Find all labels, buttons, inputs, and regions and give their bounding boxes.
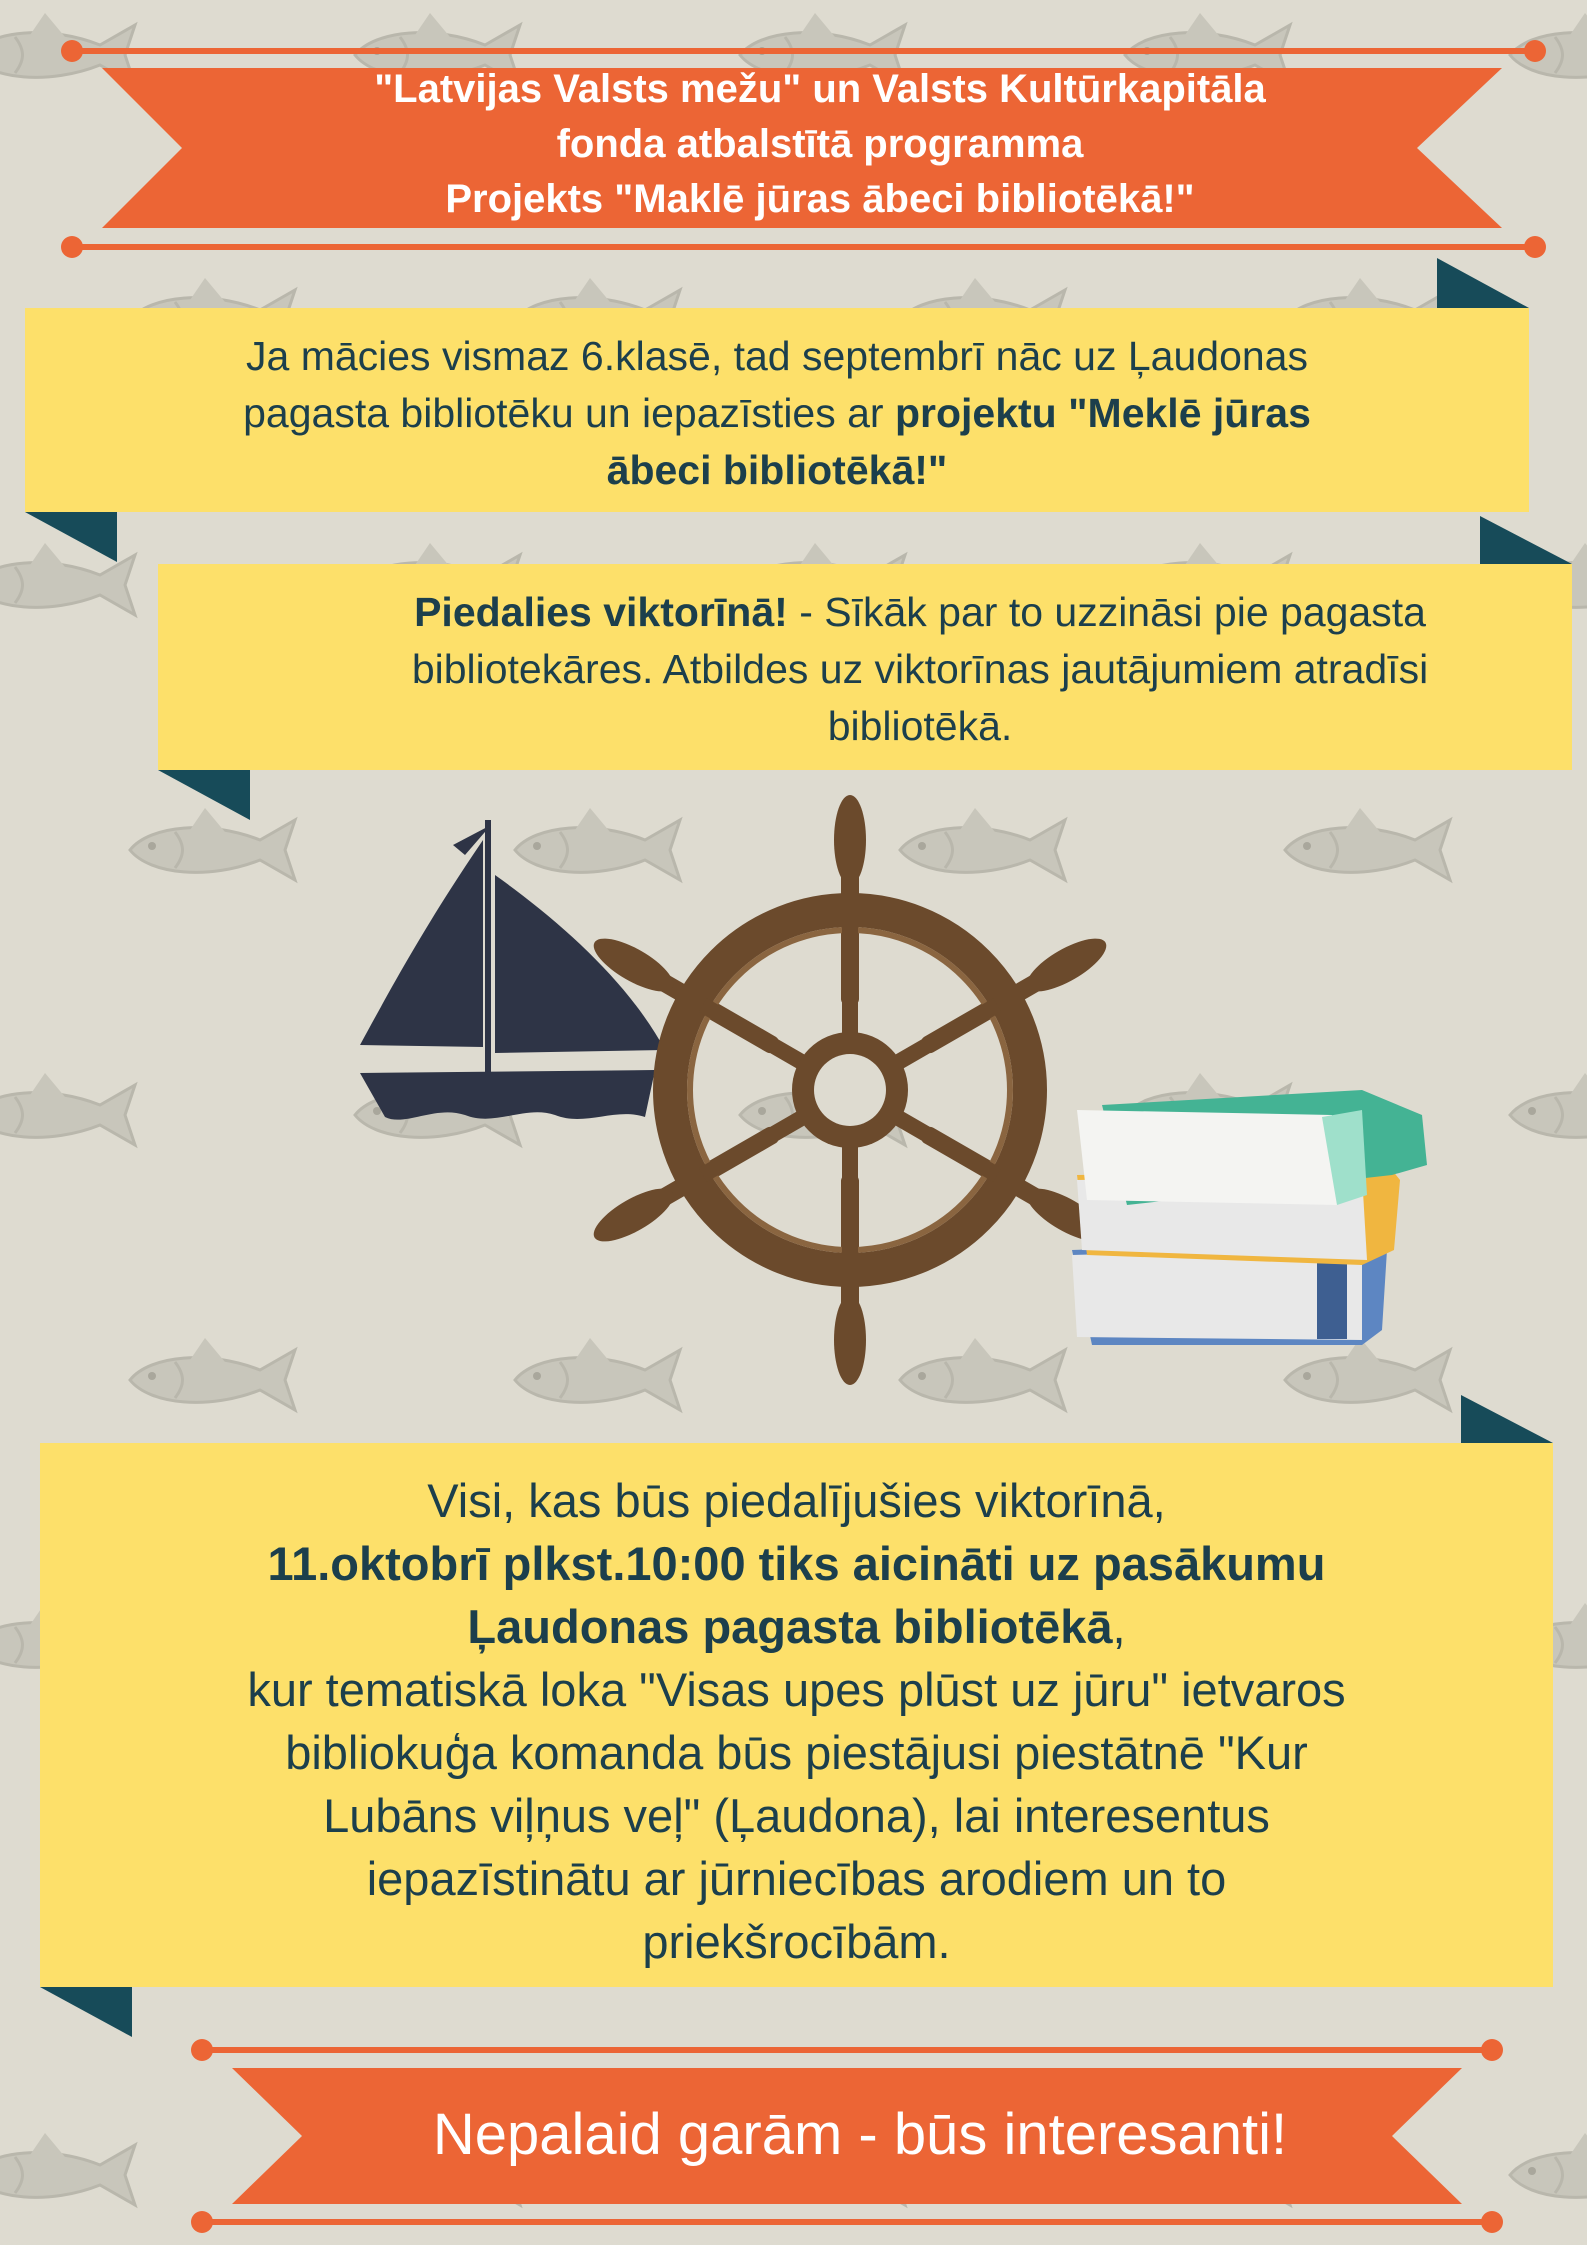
fish-icon <box>1510 2133 1587 2205</box>
panel3-line-4: kur tematiskā loka "Visas upes plūst uz jūru" ietvaros <box>247 1663 1346 1716</box>
panel-quiz <box>158 564 1572 770</box>
panel3-comma: , <box>1112 1600 1126 1653</box>
header-line-1: "Latvijas Valsts mežu" un Valsts Kultūrkapitāla <box>374 67 1266 111</box>
panel3-line-7: iepazīstinātu ar jūrniecības arodiem un to <box>366 1852 1227 1905</box>
panel2-line-1-text: - Sīkāk par to uzzināsi pie pagasta <box>787 589 1426 635</box>
panel3-event-date <box>40 1532 1553 1595</box>
fish-icon <box>0 2133 135 2205</box>
header-line-3: Projekts "Maklē jūras ābeci bibliotēkā!" <box>445 177 1195 221</box>
fish-icon <box>130 1338 295 1410</box>
panel2-quiz-heading: Piedalies viktorīnā! <box>414 589 788 635</box>
panel1-line-1: Ja mācies vismaz 6.klasē, tad septembrī nāc uz Ļaudonas <box>246 333 1308 379</box>
fish-icon <box>0 1073 135 1145</box>
panel-event <box>40 1443 1553 1987</box>
ship-wheel-icon <box>585 790 1115 1390</box>
panel3-fold-top <box>1461 1395 1553 1443</box>
panel3-event-place <box>40 1595 1553 1658</box>
panel1-fold-bottom <box>25 512 117 562</box>
panel1-line-2-text: pagasta bibliotēku un iepazīsties ar <box>243 390 884 436</box>
footer-top-line <box>202 2047 1492 2053</box>
panel3-event-date-text: 11.oktobrī plkst.10:00 tiks aicināti uz pasākumu <box>267 1537 1326 1590</box>
fish-icon <box>1510 1073 1587 1145</box>
panel2-fold-bottom <box>158 770 250 820</box>
panel2-line-1 <box>268 584 1572 641</box>
panel2-line-3: bibliotēkā. <box>827 703 1013 749</box>
panel3-line-1: Visi, kas būs piedalījušies viktorīnā, <box>427 1474 1166 1527</box>
panel1-project-name-end: ābeci bibliotēkā!" <box>606 447 948 493</box>
panel1-line-2 <box>25 385 1529 442</box>
header-banner-text <box>180 62 1460 227</box>
panel1-project-name: projektu "Meklē jūras <box>894 390 1311 436</box>
panel3-event-place-text: Ļaudonas pagasta bibliotēkā <box>467 1600 1113 1653</box>
books-stack-icon <box>1062 1055 1432 1355</box>
panel2-fold-top <box>1480 516 1572 564</box>
panel3-line-8: priekšrocībām. <box>642 1915 951 1968</box>
header-bottom-line <box>72 244 1535 250</box>
panel1-line-3 <box>25 442 1529 499</box>
header-top-line <box>72 48 1535 54</box>
panel-intro <box>25 308 1529 512</box>
header-line-2: fonda atbalstītā programma <box>556 122 1084 166</box>
panel2-line-2: bibliotekāres. Atbildes uz viktorīnas jautājumiem atradīsi <box>411 646 1429 692</box>
footer-banner-text: Nepalaid garām - būs interesanti! <box>432 2102 1288 2167</box>
panel3-line-6: Lubāns viļņus veļ" (Ļaudona), lai interesentus <box>323 1789 1270 1842</box>
panel3-fold-bottom <box>40 1987 132 2037</box>
footer-bottom-line <box>202 2219 1492 2225</box>
panel1-fold-top <box>1437 258 1529 308</box>
panel3-line-5: bibliokuģa komanda būs piestājusi piestātnē "Kur <box>285 1726 1308 1779</box>
fish-icon <box>1285 808 1450 880</box>
